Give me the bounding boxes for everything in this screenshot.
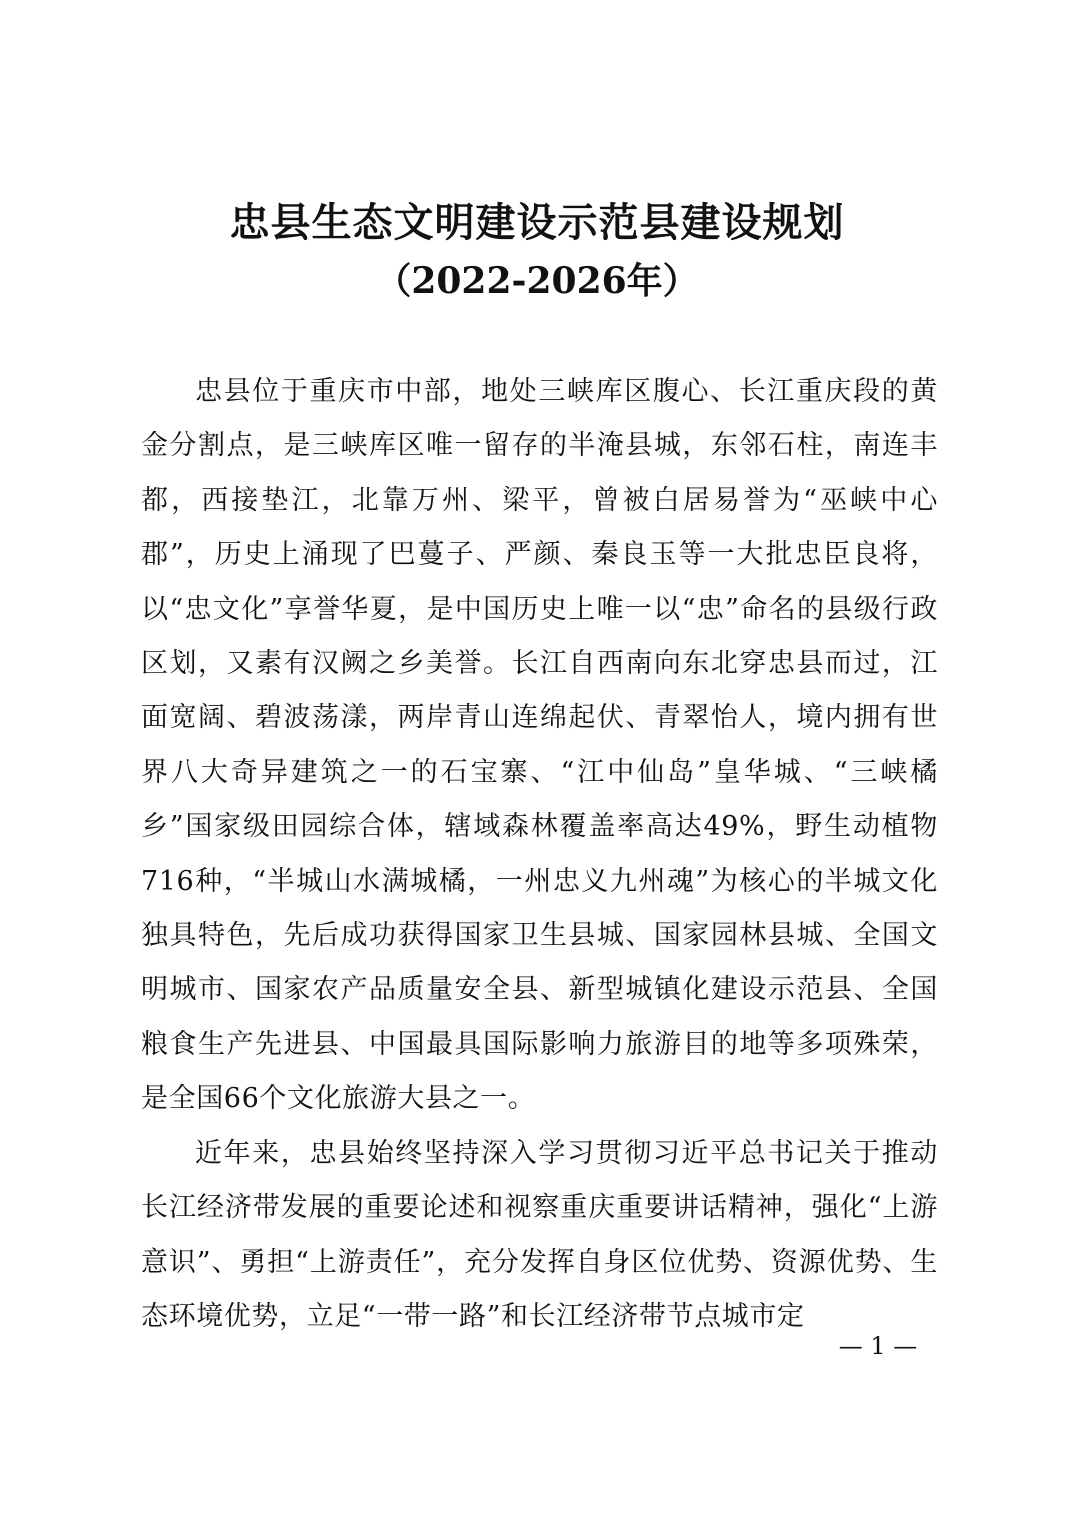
- document-subtitle: （2022-2026年）: [375, 260, 699, 302]
- document-body: [141, 365, 938, 1344]
- page-number: — 1 —: [838, 1332, 918, 1360]
- document-title: 忠县生态文明建设示范县建设规划: [229, 199, 845, 246]
- paragraph-2: 近年来，忠县始终坚持深入学习贯彻习近平总书记关于推动长江经济带发展的重要论述和视察重庆重要讲话精神，强化“上游意识”、勇担“上游责任”，充分发挥自身区位优势、资源优势、生态环境优势，立足“一带一路”和长江经济带节点城市定: [141, 1137, 938, 1332]
- paragraph-1: 忠县位于重庆市中部，地处三峡库区腹心、长江重庆段的黄金分割点，是三峡库区唯一留存的半淹县城，东邻石柱，南连丰都，西接垫江，北靠万州、梁平，曾被白居易誉为“巫峡中心郡”，历史上涌现了巴蔓子、严颜、秦良玉等一大批忠臣良将，以“忠文化”享誉华夏，是中国历史上唯一以“忠”命名的县级行政区划，又素有汉阙之乡美誉。长江自西南向东北穿忠县而过，江面宽阔、碧波荡漾，两岸青山连绵起伏、青翠怡人，境内拥有世界八大奇异建筑之一的石宝寨、“江中仙岛”皇华城、“三峡橘乡”国家级田园综合体，辖域森林覆盖率高达49%，野生动植物716种，“半城山水满城橘，一州忠义九州魂”为核心的半城文化独具特色，先后成功获得国家卫生县城、国家园林县城、全国文明城市、国家农产品质量安全县、新型城镇化建设示范县、全国粮食生产先进县、中国最具国际影响力旅游目的地等多项殊荣，是全国66个文化旅游大县之一。: [141, 376, 938, 1115]
